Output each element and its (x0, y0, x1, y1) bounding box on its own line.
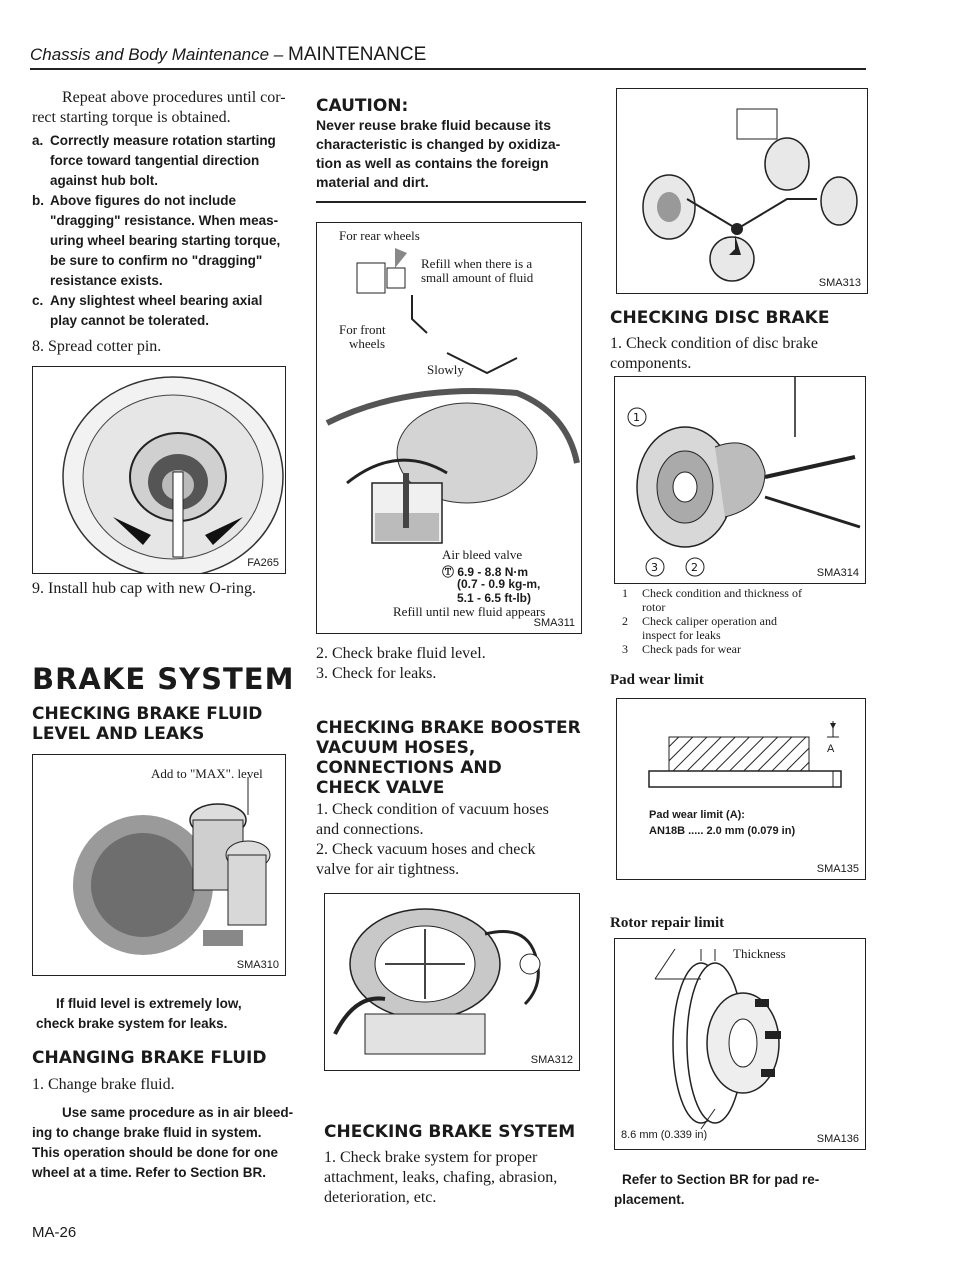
intro-line-2: rect starting torque is obtained. (32, 109, 231, 126)
figure-id: SMA135 (816, 863, 859, 875)
figure-id: SMA311 (533, 617, 575, 629)
figure-sma313 (616, 88, 868, 294)
dimension-a: A (827, 743, 835, 755)
master-cylinder-illustration (33, 755, 285, 975)
torque-line-1: Ⓣ 6.9 - 8.8 N·m (442, 565, 529, 579)
figure-id: SMA136 (816, 1133, 859, 1145)
rotor-thickness-diagram (615, 939, 865, 1149)
brake-booster-illustration (325, 894, 579, 1070)
changing-fluid-heading: CHANGING BRAKE FLUID (32, 1048, 267, 1068)
component-legend (620, 586, 870, 656)
rotor-repair-heading: Rotor repair limit (610, 915, 725, 931)
torque-line-3: 5.1 - 6.5 ft-lb) (457, 591, 532, 605)
figure-id: SMA312 (530, 1054, 573, 1066)
checking-fluid-heading: CHECKING BRAKE FLUID LEVEL AND LEAKS (32, 704, 263, 744)
note-b: b. Above figures do not include "dragging" resistance. When meas- uring wheel bearing starting torque, be sure to confirm no "dragging" resistance exists. (32, 193, 281, 288)
figure-id: FA265 (247, 557, 279, 569)
label-slowly: Slowly (427, 362, 464, 377)
legend-item-3: 3 Check pads for wear (622, 642, 741, 656)
caution-text: Never reuse brake fluid because its characteristic is changed by oxidiza- tion as well as contains the foreign material and dirt. (316, 117, 561, 190)
figure-sma310 (32, 754, 286, 976)
label-refill-1: Refill when there is a (421, 256, 533, 271)
caution-box (316, 96, 586, 192)
figure-sma312 (324, 893, 580, 1071)
pad-limit-label-1: Pad wear limit (A): (649, 809, 745, 821)
torque-line-2: (0.7 - 0.9 kg-m, (457, 577, 541, 591)
svg-text:3: 3 (651, 561, 658, 574)
brake-system-heading: BRAKE SYSTEM (32, 662, 295, 696)
figure-id: SMA310 (236, 959, 279, 971)
figure-sma311 (316, 222, 582, 634)
svg-text:1: 1 (633, 411, 640, 424)
label-air-bleed: Air bleed valve (442, 547, 523, 562)
pad-limit-label-2: AN18B ..... 2.0 mm (0.079 in) (649, 825, 796, 837)
note-c: c. Any slightest wheel bearing axial play cannot be tolerated. (32, 293, 263, 328)
label-refill-until: Refill until new fluid appears (393, 604, 546, 619)
brake-system-check-heading: CHECKING BRAKE SYSTEM (324, 1122, 576, 1142)
rotor-limit-label: 8.6 mm (0.339 in) (621, 1129, 708, 1141)
step-3: 3. Check for leaks. (316, 665, 437, 682)
caution-rule (316, 201, 586, 203)
page-header (30, 44, 426, 66)
svg-text:2: 2 (691, 561, 698, 574)
disc-brake-heading: CHECKING DISC BRAKE (610, 308, 830, 328)
label-rear-wheels: For rear wheels (339, 228, 420, 243)
intro-paragraph (32, 88, 298, 128)
legend-item-2: 2 Check caliper operation and inspect for leaks (622, 614, 777, 642)
low-fluid-note: If fluid level is extremely low, check brake system for leaks. (36, 996, 242, 1031)
figure-id: SMA313 (818, 277, 861, 289)
pad-wear-diagram (617, 699, 865, 879)
label-refill-2: small amount of fluid (421, 270, 534, 285)
disc-brake-components-illustration (615, 377, 865, 583)
figure-sma135 (616, 698, 866, 880)
header-section: Chassis and Body Maintenance – (30, 45, 288, 64)
label-front-2: wheels (349, 336, 386, 351)
label-thickness: Thickness (733, 946, 786, 961)
label-front-1: For front (339, 322, 386, 337)
disc-brake-layout-illustration (617, 89, 867, 293)
intro-line-1: Repeat above procedures until cor- (62, 89, 286, 106)
disc-step: 1. Check condition of disc brake components. (610, 335, 818, 372)
figure-sma314 (614, 376, 866, 584)
hub-cotter-pin-illustration (33, 367, 285, 573)
step-8: 8. Spread cotter pin. (32, 338, 162, 355)
change-step-1: 1. Change brake fluid. (32, 1076, 175, 1093)
page-number: MA-26 (32, 1224, 77, 1241)
figure-sma136 (614, 938, 866, 1150)
step-2: 2. Check brake fluid level. (316, 645, 486, 662)
pad-wear-heading: Pad wear limit (610, 672, 704, 688)
booster-steps: 1. Check condition of vacuum hoses and connections. 2. Check vacuum hoses and check valve for air tightness. (316, 801, 549, 878)
refer-note: Refer to Section BR for pad re- placement. (614, 1172, 820, 1207)
system-steps: 1. Check brake system for proper attachment, leaks, chafing, abrasion, deterioration, etc. (324, 1149, 558, 1206)
caution-title: CAUTION: (316, 96, 409, 116)
figure-fa265 (32, 366, 286, 574)
callout-add-to-max: Add to "MAX". level (151, 766, 263, 781)
header-title: MAINTENANCE (288, 44, 427, 65)
booster-heading: CHECKING BRAKE BOOSTER VACUUM HOSES, CONNECTIONS AND CHECK VALVE (316, 718, 581, 798)
step-9: 9. Install hub cap with new O-ring. (32, 580, 256, 597)
notes-list (32, 131, 302, 331)
note-a: a. Correctly measure rotation starting force toward tangential direction against hub bolt. (32, 133, 276, 188)
legend-item-1: 1 Check condition and thickness of rotor (622, 586, 802, 614)
figure-id: SMA314 (816, 567, 859, 579)
change-note: Use same procedure as in air bleed- ing to change brake fluid in system. This operation should be done for one wheel at a time. Refer to Section BR. (32, 1105, 294, 1180)
header-rule (30, 68, 866, 70)
